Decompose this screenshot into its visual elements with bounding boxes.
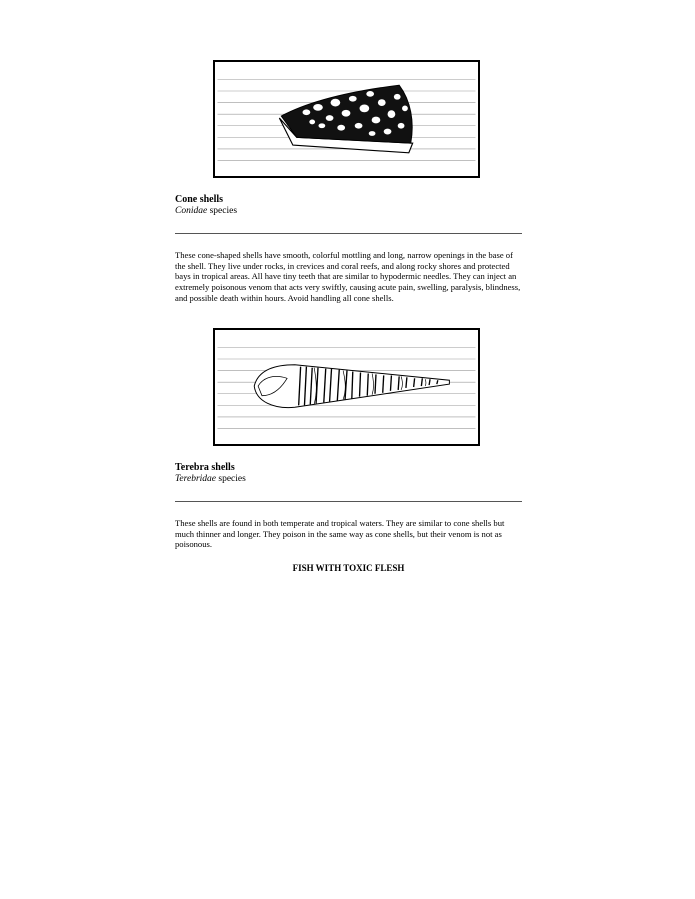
terebra-shell-species-name: Terebridae [175,474,216,484]
cone-shell-species-name: Conidae [175,206,208,216]
terebra-shell-species [175,474,246,485]
cone-shell-illustration [213,60,480,178]
terebra-shell-illustration [213,328,480,446]
terebra-shell-title: Terebra shells [175,462,235,473]
cone-shell-species-suffix: species [207,206,238,216]
terebra-shell-species-suffix: species [216,474,246,484]
terebra-shell-drawing [215,330,478,444]
cone-shell-description: These cone-shaped shells have smooth, colorful mottling and long, narrow openings in the base of the shell. They live under rocks, in crevices and coral reefs, and along rocky shores and protected bays in tropical areas. All have tiny teeth that are similar to hypodermic needles. They can inject an extremely poisonous venom that acts very swiftly, causing acute pain, swelling, paralysis, blindness, and possible death within hours. Avoid handling all cone shells. [175,250,521,303]
cone-shell-drawing [215,62,478,176]
section-heading-fish-toxic-flesh: FISH WITH TOXIC FLESH [292,563,405,573]
cone-shell-title: Cone shells [175,194,224,205]
cone-section-divider [175,233,522,234]
cone-shell-species [175,206,237,217]
terebra-section-divider [175,501,522,502]
terebra-shell-description: These shells are found in both temperate and tropical waters. They are similar to cone shells but much thinner and longer. They poison in the same way as cone shells, but their venom is not as poisonous. [175,518,505,550]
